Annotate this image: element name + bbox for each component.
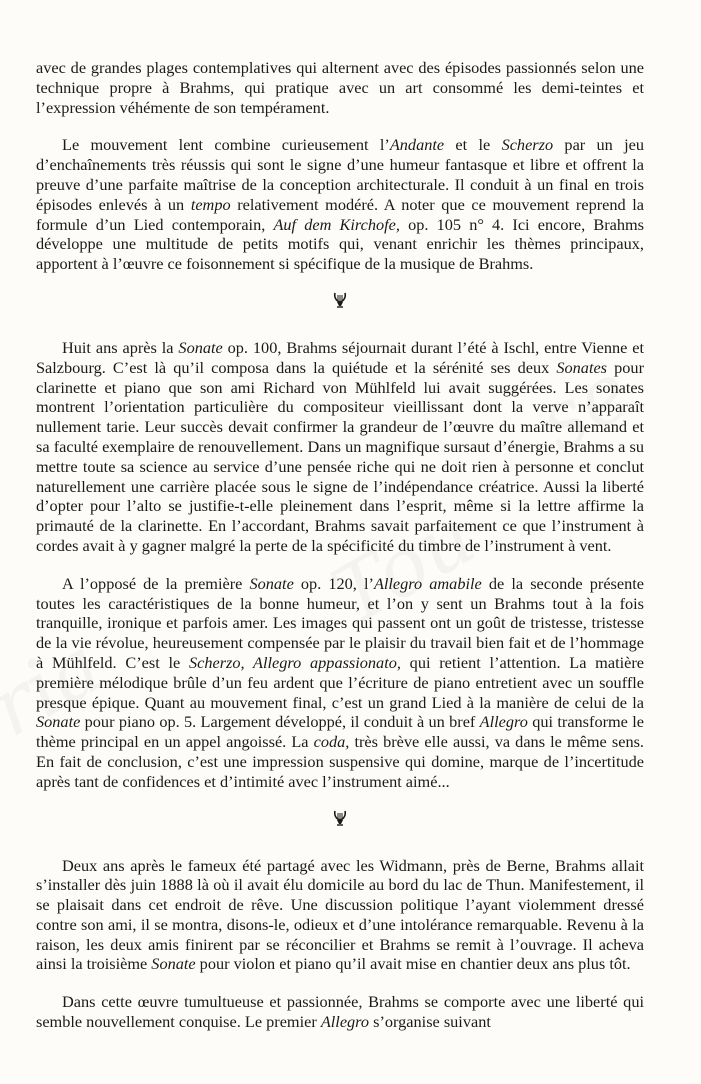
paragraph-1 bbox=[36, 58, 644, 117]
text-run: op. 100, Brahms séjournait durant l’été à Ischl, entre Vienne et Salzbourg. C’est là qu’il composa dans la quiétude et la sérénité ses deux bbox=[36, 337, 644, 377]
paragraph-5 bbox=[36, 856, 644, 975]
text-run: pour clarinette et piano que son ami Richard von Mühlfeld lui avait suggérées. Les sonates montrent l’orientation particulière du compositeur vieillissant dont la verve n’apparaît nullement tarie. Leur succès devait confirmer la grandeur de l’œuvre du maître allemand et sa faculté exemplaire de renouvellement. Dans un magnifique sursaut d’énergie, Brahms a su mettre toute sa science au service d’une pensée riche qui ne doit rien à personne et conclut naturellement une carrière placée sous le signe de l’indépendance créatrice. Aussi la liberté d’opter pour l’alto se justifie-t-elle pleinement dans l’esprit, même si la lettre affirme la primauté de la clarinette. En l’accordant, Brahms savait parfaitement ce que l’instrument à cordes avait à y gagner malgré la perte de la spécificité du timbre de l’instrument à vent. bbox=[36, 357, 644, 555]
paragraph-4 bbox=[36, 574, 644, 792]
text-run: et le bbox=[444, 135, 502, 155]
italic-text: Scherzo bbox=[501, 135, 554, 155]
text-run: Dans cette œuvre tumultueuse et passionnée, Brahms se comporte avec une liberté qui semble nouvellement conquise. Le premier bbox=[36, 992, 644, 1032]
text-run: op. 120, l’ bbox=[293, 573, 374, 593]
document-page bbox=[36, 58, 644, 1050]
text-run: de la seconde présente toutes les caractéristiques de la bonne humeur, et l’on y sent un Brahms tout à la fois tranquille, ironique et parfois amer. Les images qui passent ont un goût de tristesse, tristesse de la vie révolue, heureusement compensée par le plaisir du travail bien fait et de l’hommage à Mühlfeld. C’est le bbox=[36, 573, 645, 672]
italic-text: Sonate bbox=[151, 954, 196, 974]
italic-text: coda, bbox=[313, 732, 350, 752]
italic-text: tempo bbox=[190, 194, 231, 214]
italic-text: Sonate bbox=[178, 337, 223, 357]
section-divider bbox=[36, 810, 644, 828]
lyre-ornament-icon bbox=[333, 810, 347, 826]
italic-text: Allegro amabile bbox=[373, 573, 482, 593]
italic-text: Scherzo, Allegro appassionato, bbox=[188, 652, 401, 672]
italic-text: Sonate bbox=[249, 573, 294, 593]
text-run: A l’opposé de la première bbox=[62, 573, 250, 593]
text-run: très brève elle aussi, va dans le même sens. En fait de conclusion, c’est une impression suspensive qui domine, marque de l’incertitude après tant de confidences et d’intimité avec l’instrument aimé... bbox=[36, 732, 644, 791]
text-run: par un jeu d’enchaînements très réussis qui sont le signe d’une humeur fantasque et libre et offrent la preuve d’une parfaite maîtrise de la conception architecturale. Il conduit à un final en trois épisodes enlevés à un bbox=[36, 135, 645, 214]
italic-text: Sonates bbox=[556, 357, 608, 377]
text-run: Le mouvement lent combine curieusement l’ bbox=[62, 135, 390, 155]
italic-text: Sonate bbox=[36, 712, 81, 732]
text-run: Deux ans après le fameux été partagé avec les Widmann, près de Berne, Brahms allait s’installer dès juin 1888 là où il avait élu domicile au bord du lac de Thun. Manifestement, il se plaisait dans cet endroit de rêve. Une discussion politique l’ayant violemment dressé contre son ami, il se montra, disons-le, odieux et d’une intolérance remarquable. Revenu à la raison, les deux amis finirent par se réconcilier et Brahms se remit à l’ouvrage. Il acheva ainsi la troisième bbox=[36, 855, 644, 974]
text-run: pour piano op. 5. Largement développé, il conduit à un bref bbox=[80, 712, 480, 732]
text-run: avec de grandes plages contemplatives qui alternent avec des épisodes passionnés selon une technique propre à Brahms, qui pratique avec un art consommé les demi-teintes et l’expression véhémente de son tempérament. bbox=[36, 58, 644, 117]
section-divider bbox=[36, 292, 644, 310]
italic-text: Allegro bbox=[320, 1012, 370, 1032]
text-run: qui retient l’attention. La matière première mélodique brûle d’un feu ardent que l’écriture de piano entretient avec un souffle presque épique. Quant au mouvement final, c’est un grand Lied à la manière de celui de la bbox=[36, 652, 644, 712]
lyre-ornament-icon bbox=[333, 292, 347, 308]
paragraph-6 bbox=[36, 992, 644, 1032]
italic-text: Allegro bbox=[479, 712, 528, 732]
italic-text: Auf dem Kirchofe, bbox=[273, 214, 400, 234]
text-run: op. 105 n° 4. Ici encore, Brahms développe une multitude de petits motifs qui, venant enrichir les thèmes principaux, apportent à l’œuvre ce foisonnement si spécifique de la musique de Brahms. bbox=[36, 214, 644, 274]
italic-text: Andante bbox=[389, 135, 445, 155]
paragraph-2 bbox=[36, 135, 644, 274]
text-run: Huit ans après la bbox=[62, 337, 179, 357]
text-run: pour violon et piano qu’il avait mise en chantier deux ans plus tôt. bbox=[195, 954, 631, 974]
text-run: s’organise suivant bbox=[369, 1012, 491, 1032]
text-run: relativement modéré. A noter que ce mouvement reprend la formule d’un Lied contemporain, bbox=[36, 194, 644, 234]
paragraph-3 bbox=[36, 338, 644, 556]
text-run: qui transforme le thème principal en un appel angoissé. La bbox=[36, 712, 644, 752]
